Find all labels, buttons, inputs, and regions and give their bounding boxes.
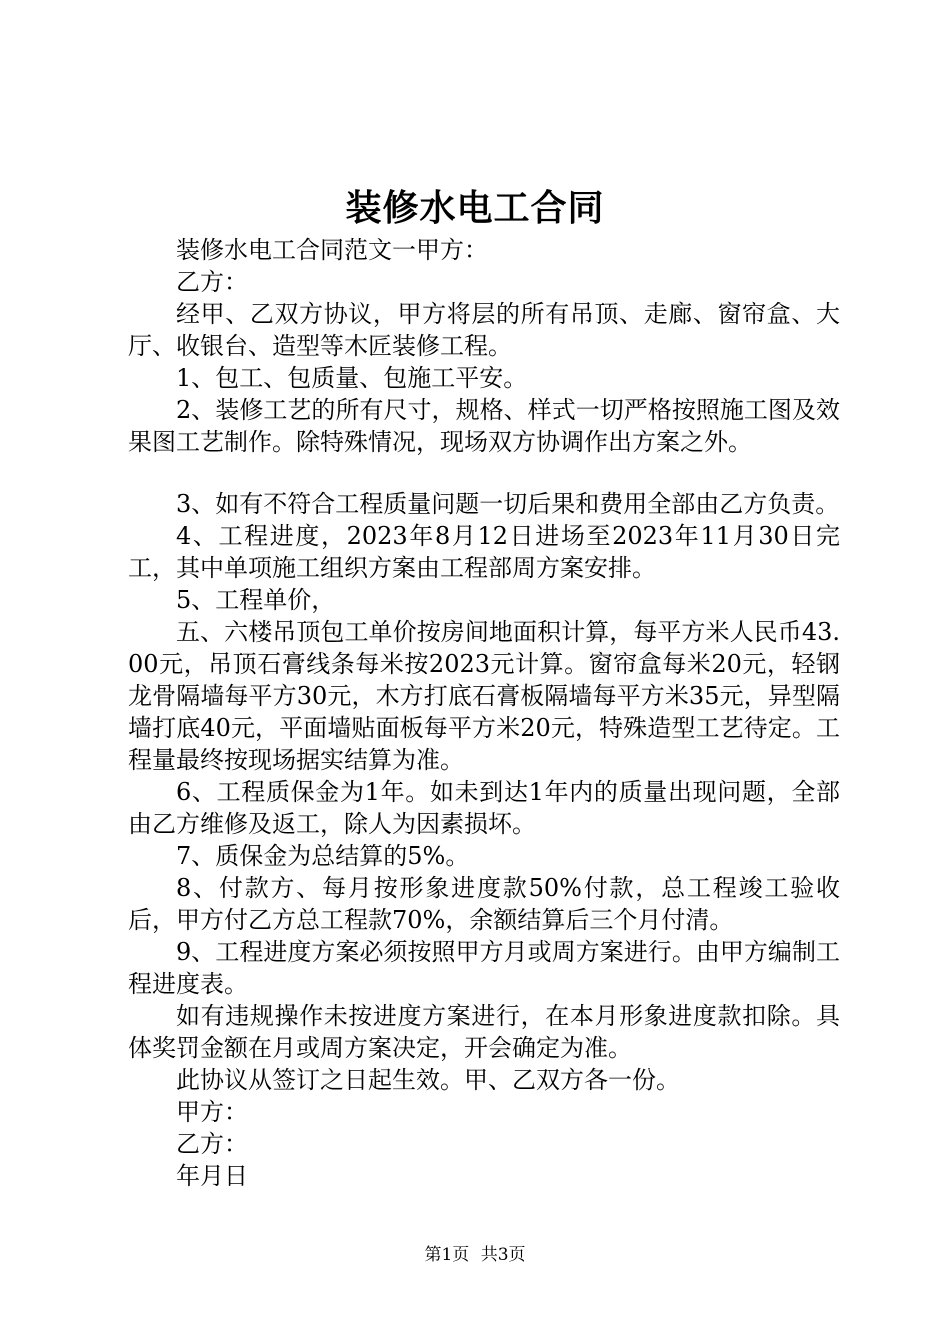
paragraph-intro: 装修水电工合同范文一甲方： (176, 236, 488, 264)
paragraph-penalty: 如有违规操作未按进度方案进行，在本月形象进度款扣除。具体奖罚金额在月或周方案决定，开会确定为准。 (128, 1002, 840, 1062)
signature-party-b: 乙方： (176, 1130, 248, 1158)
paragraph-clause-3: 3、如有不符合工程质量问题一切后果和费用全部由乙方负责。 (176, 490, 840, 518)
paragraph-clause-4: 4、工程进度，2023年8月12日进场至2023年11月30日完工，其中单项施工组织方案由工程部周方案安排。 (128, 522, 840, 582)
paragraph-effective: 此协议从签订之日起生效。甲、乙双方各一份。 (176, 1066, 680, 1094)
paragraph-agreement: 经甲、乙双方协议，甲方将层的所有吊顶、走廊、窗帘盒、大厅、收银台、造型等木匠装修工程。 (128, 300, 840, 360)
document-title: 装修水电工合同 (345, 187, 605, 229)
paragraph-spacer (128, 458, 840, 488)
paragraph-clause-8: 8、付款方、每月按形象进度款50%付款，总工程竣工验收后，甲方付乙方总工程款70%，余额结算后三个月付清。 (128, 874, 840, 934)
paragraph-clause-6: 6、工程质保金为1年。如未到达1年内的质量出现问题，全部由乙方维修及返工，除人为因素损坏。 (128, 778, 840, 838)
paragraph-party-b: 乙方： (176, 268, 248, 296)
signature-party-a: 甲方： (176, 1098, 248, 1126)
page-footer (0, 1243, 950, 1267)
paragraph-clause-5: 5、工程单价， (176, 586, 336, 614)
document-body (128, 234, 840, 1192)
paragraph-clause-9: 9、工程进度方案必须按照甲方月或周方案进行。由甲方编制工程进度表。 (128, 938, 840, 998)
signature-date: 年月日 (176, 1162, 248, 1190)
page-total: 共3页 (480, 1245, 526, 1265)
paragraph-clause-2: 2、装修工艺的所有尺寸，规格、样式一切严格按照施工图及效果图工艺制作。除特殊情况，现场双方协调作出方案之外。 (128, 396, 840, 456)
paragraph-clause-7: 7、质保金为总结算的5%。 (176, 842, 470, 870)
paragraph-clause-1: 1、包工、包质量、包施工平安。 (176, 364, 528, 392)
paragraph-unit-prices: 五、六楼吊顶包工单价按房间地面积计算，每平方米人民币43.00元，吊顶石膏线条每米按2023元计算。窗帘盒每米20元，轻钢龙骨隔墙每平方30元，木方打底石膏板隔墙每平方米35元，异型隔墙打底40元，平面墙贴面板每平方米20元，特殊造型工艺待定。工程量最终按现场据实结算为准。 (128, 618, 840, 774)
page-number: 第1页 (424, 1245, 470, 1265)
